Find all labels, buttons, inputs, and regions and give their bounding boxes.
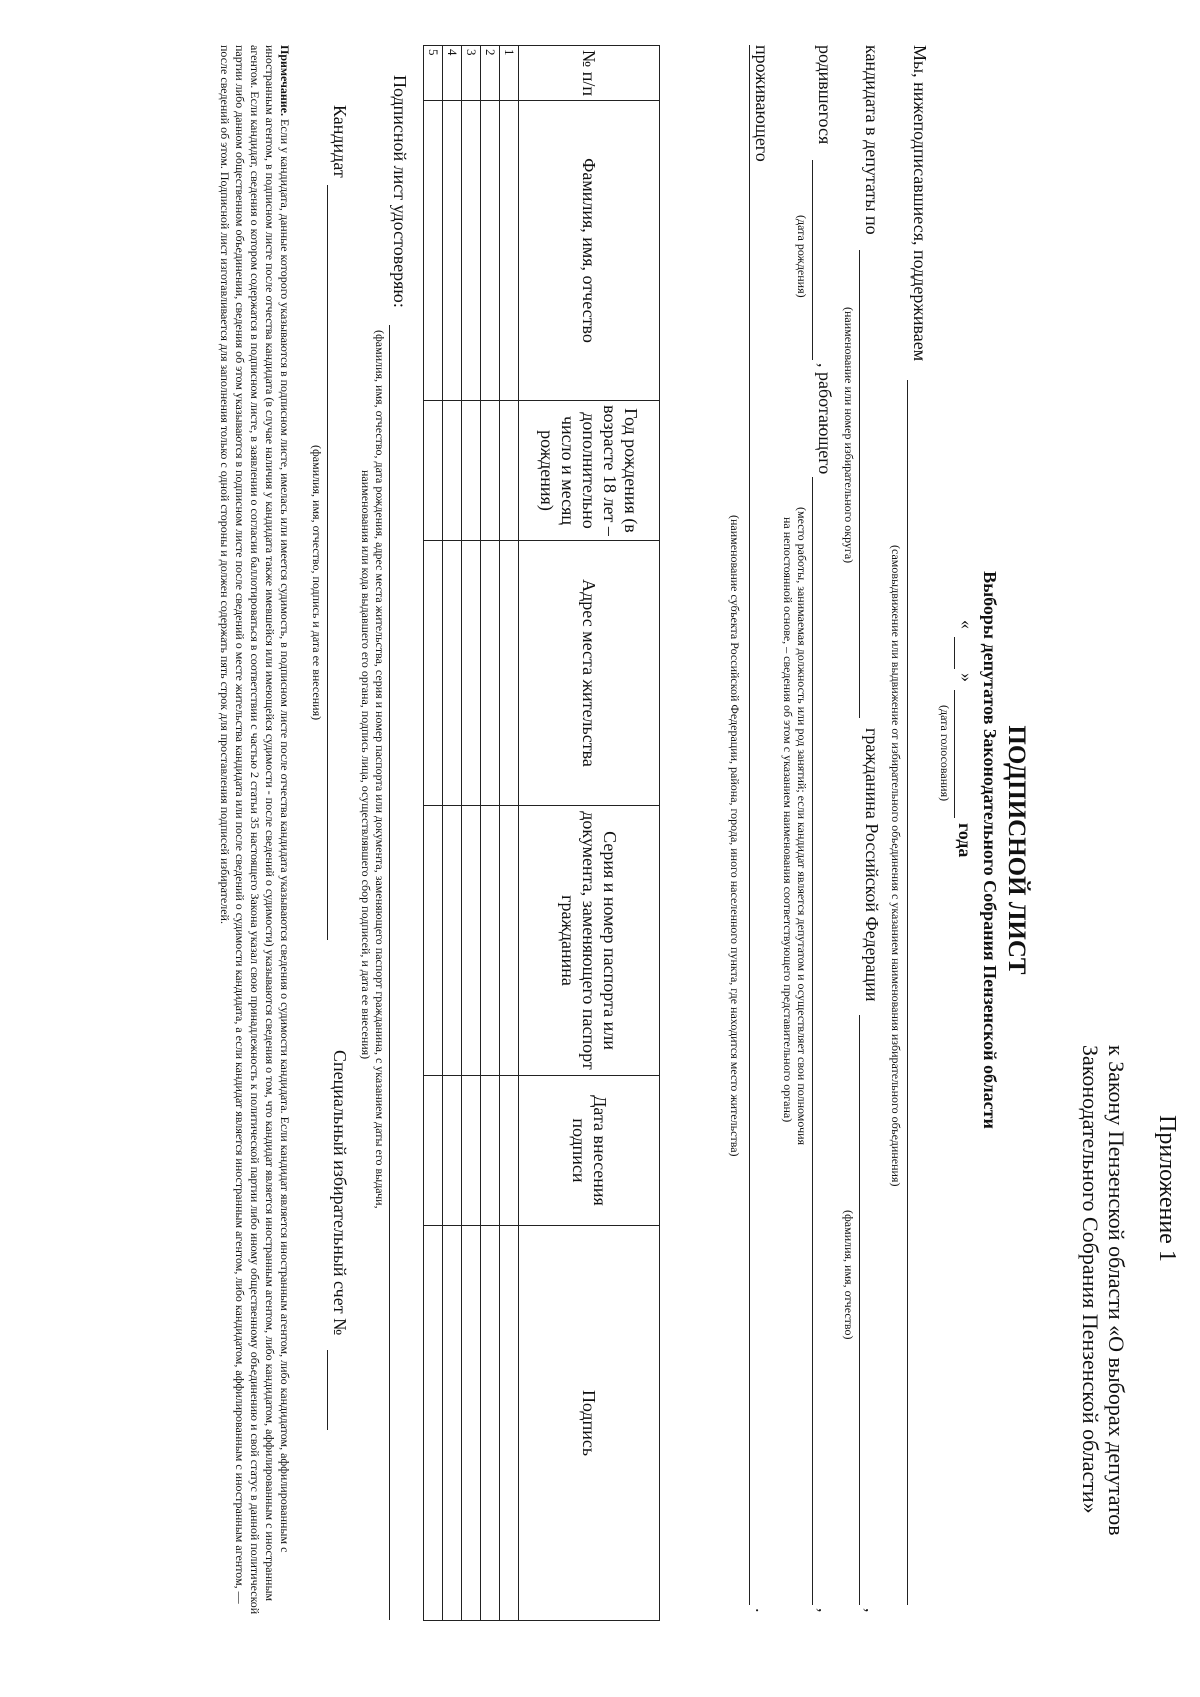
cell-full-name[interactable] <box>443 101 462 401</box>
cell-full-name[interactable] <box>481 101 500 401</box>
signature-sheet <box>180 45 1180 1655</box>
header-address: Адрес места жительства <box>519 541 660 806</box>
cell-signature[interactable] <box>500 1226 519 1621</box>
cell-address[interactable] <box>424 541 443 806</box>
district-line[interactable] <box>859 250 860 718</box>
birth-caption: (дата рождения) <box>795 215 809 298</box>
cell-signature[interactable] <box>424 1226 443 1621</box>
law-reference-line-1: к Закону Пензенской области «О выборах депутатов <box>1104 1045 1129 1536</box>
cell-address[interactable] <box>462 541 481 806</box>
header-full-name: Фамилия, имя, отчество <box>519 101 660 401</box>
cell-signature-date[interactable] <box>443 1076 462 1226</box>
table-row <box>481 46 500 1621</box>
table-row <box>462 46 481 1621</box>
cell-signature-date[interactable] <box>481 1076 500 1226</box>
cell-full-name[interactable] <box>462 101 481 401</box>
date-day-line[interactable] <box>954 637 955 669</box>
candidate-text: кандидата в депутаты по <box>862 45 882 235</box>
date-quote-open: « <box>957 620 977 629</box>
candidate-caption: (фамилия, имя, отчество, подпись и дата ее внесения) <box>310 445 324 721</box>
row-number: 5 <box>424 46 443 101</box>
table-row <box>424 46 443 1621</box>
living-text: проживающего <box>752 45 772 162</box>
cell-signature-date[interactable] <box>424 1076 443 1226</box>
account-label: Специальный избирательный счет № <box>330 1050 350 1336</box>
cell-birth-year[interactable] <box>424 401 443 541</box>
account-number-line[interactable] <box>327 1350 328 1430</box>
cell-signature[interactable] <box>462 1226 481 1621</box>
cell-birth-year[interactable] <box>462 401 481 541</box>
cell-address[interactable] <box>443 541 462 806</box>
work-caption-line-2: на непостоянной основе, – сведения об этом с указанием наименования соответствующего представительного органа) <box>781 517 795 1123</box>
cell-passport[interactable] <box>424 806 443 1076</box>
date-month-line[interactable] <box>954 690 955 818</box>
cell-signature-date[interactable] <box>462 1076 481 1226</box>
certify-line[interactable] <box>389 325 390 1620</box>
date-year-label: года <box>955 823 975 858</box>
header-number: № п/п <box>519 46 660 101</box>
header-signature: Подпись <box>519 1226 660 1621</box>
workplace-line[interactable] <box>812 477 813 1605</box>
table-row <box>443 46 462 1621</box>
cell-signature[interactable] <box>443 1226 462 1621</box>
cell-passport[interactable] <box>481 806 500 1076</box>
signature-table <box>423 45 660 1621</box>
cell-address[interactable] <box>481 541 500 806</box>
cell-birth-year[interactable] <box>500 401 519 541</box>
nomination-line[interactable] <box>907 380 908 1605</box>
row-number: 4 <box>443 46 462 101</box>
date-quote-close: » <box>957 673 977 682</box>
candidate-name-line[interactable] <box>859 1015 860 1605</box>
appendix-header <box>1077 1045 1180 1536</box>
work-caption-line-1: (место работы, занимаемая должность или род занятий; если кандидат является депутатом и осуществляет свои полномочия <box>795 507 809 1146</box>
cell-signature-date[interactable] <box>500 1076 519 1226</box>
we-support-text: Мы, нижеподписавшиеся, поддерживаем <box>910 45 930 362</box>
header-signature-date: Дата внесения подписи <box>519 1076 660 1226</box>
table-row <box>500 46 519 1621</box>
name-comma: , <box>862 1608 882 1613</box>
header-passport: Серия и номер паспорта или документа, заменяющего паспорт гражданина <box>519 806 660 1076</box>
nomination-caption: (самовыдвижение или выдвижение от избирательного объединения с указанием наименования избирательного объединения) <box>889 545 903 1187</box>
table-header-row <box>519 46 660 1621</box>
district-caption: (наименование или номер избирательного округа) <box>842 307 856 564</box>
header-birth-year: Год рождения (в возрасте 18 лет – дополнительно число и месяц рождения) <box>519 401 660 541</box>
footnote-text: Если у кандидата, данные которого указываются в подписном листе, имелась или имеется судимость, в подписном листе после отчества кандидата указываются сведения о судимости кандидата. Если кандидат является иностранным агентом, либо кандидатом, аффилированным с иностранным агентом, в подписном листе после отчества кандидата (в случае наличия у кандидата также имевшейся или имеющейся судимости - после сведений о судимости) указываются сведения о том, что кандидат является иностранным агентом, либо кандидатом, аффилированным с иностранным агентом. Если кандидат, сведения о котором содержатся в подписном листе, в заявлении о согласии баллотироваться в соответствии с частью 2 статьи 35 настоящего Закона указал свою принадлежность к политической партии либо иному общественному объединению и свой статус в данной политической партии либо данном общественном объединении, сведения об этом указываются в подписном листе после сведений о месте жительства кандидата или после сведений о судимости кандидата, а если кандидат является иностранным агентом, либо кандидатом, аффилированным с иностранным агентом, — после сведений об этом. Подписной лист изготавливается для заполнения только с одной стороны и должен содержать пять строк для проставления подписей избирателей. <box>218 45 292 1615</box>
law-reference-line-2: Законодательного Собрания Пензенской области» <box>1078 1045 1103 1514</box>
cell-passport[interactable] <box>462 806 481 1076</box>
certify-caption-line-1: (фамилия, имя, отчество, дата рождения, адрес места жительства, серия и номер паспорта или документа, заменяющего паспорт гражданина, с указанием даты его выдачи, <box>373 330 387 1209</box>
candidate-label: Кандидат <box>330 105 350 178</box>
cell-full-name[interactable] <box>500 101 519 401</box>
certify-label: Подписной лист удостоверяю: <box>390 75 410 308</box>
footnote-label: Примечание. <box>278 45 292 117</box>
work-comma: , <box>815 1608 835 1613</box>
certify-caption-line-2: наименования или кода выдавшего его органа, подпись лица, осуществлявшего сбор подписей, и дата ее внесения) <box>359 470 373 1060</box>
cell-full-name[interactable] <box>424 101 443 401</box>
date-caption: (дата голосования) <box>938 705 952 802</box>
row-number: 1 <box>500 46 519 101</box>
appendix-title: Приложение 1 <box>1154 1115 1180 1262</box>
election-name: Выборы депутатов Законодательного Собрания Пензенской области <box>980 571 1000 1129</box>
footnote <box>217 45 292 1620</box>
name-caption: (фамилия, имя, отчество) <box>842 1210 856 1340</box>
row-number: 3 <box>462 46 481 101</box>
cell-birth-year[interactable] <box>481 401 500 541</box>
birth-date-line[interactable] <box>812 160 813 360</box>
candidate-sign-line[interactable] <box>327 185 328 940</box>
address-caption: (наименование субъекта Российской Федерации, района, города, иного населенного пункта, где находится место жительства) <box>728 515 742 1157</box>
row-number: 2 <box>481 46 500 101</box>
address-line[interactable] <box>749 45 750 1605</box>
page-title: ПОДПИСНОЙ ЛИСТ <box>1003 725 1030 975</box>
cell-birth-year[interactable] <box>443 401 462 541</box>
citizen-text: гражданина Российской Федерации <box>862 728 882 1002</box>
address-period: . <box>752 1608 772 1613</box>
cell-signature[interactable] <box>481 1226 500 1621</box>
born-text: родившегося <box>815 45 835 145</box>
cell-address[interactable] <box>500 541 519 806</box>
cell-passport[interactable] <box>500 806 519 1076</box>
working-text: , работающего <box>815 363 835 475</box>
cell-passport[interactable] <box>443 806 462 1076</box>
